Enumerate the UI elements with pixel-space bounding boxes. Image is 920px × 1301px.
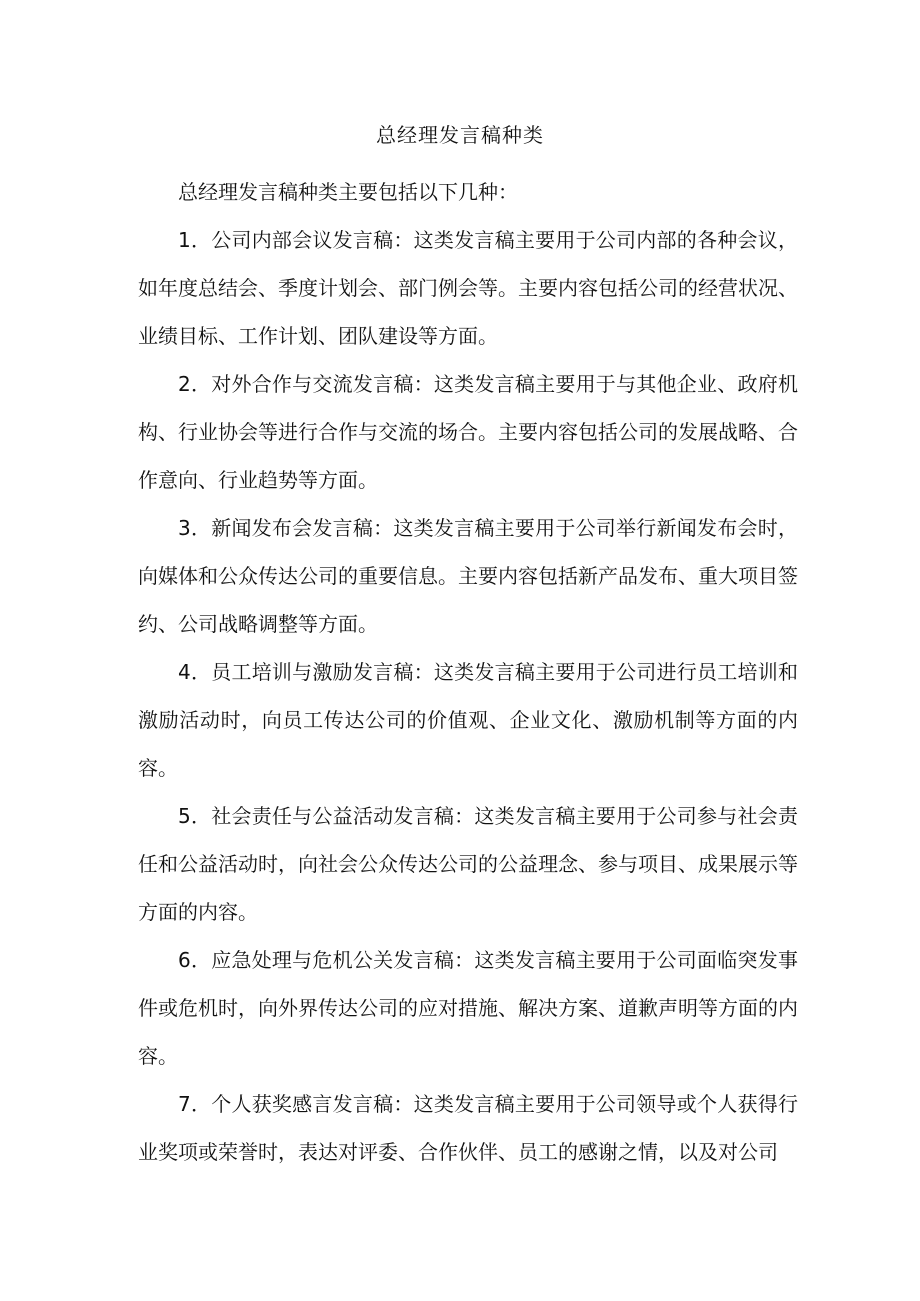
paragraph-7-award-speech: 7．个人获奖感言发言稿：这类发言稿主要用于公司领导或个人获得行业奖项或荣誉时，表达对评委、合作伙伴、员工的感谢之情，以及对公司: [138, 1092, 798, 1164]
paragraph-2-external-cooperation: 2．对外合作与交流发言稿：这类发言稿主要用于与其他企业、政府机构、行业协会等进行合作与交流的场合。主要内容包括公司的发展战略、合作意向、行业趋势等方面。: [138, 372, 798, 492]
paragraph-1-internal-meeting: 1．公司内部会议发言稿：这类发言稿主要用于公司内部的各种会议，如年度总结会、季度计划会、部门例会等。主要内容包括公司的经营状况、业绩目标、工作计划、团队建设等方面。: [138, 228, 798, 348]
intro-paragraph: 总经理发言稿种类主要包括以下几种：: [178, 180, 518, 204]
paragraph-6-crisis-pr: 6．应急处理与危机公关发言稿：这类发言稿主要用于公司面临突发事件或危机时，向外界传达公司的应对措施、解决方案、道歉声明等方面的内容。: [138, 948, 798, 1068]
document-body: [138, 168, 798, 1176]
paragraph-4-staff-training: 4．员工培训与激励发言稿：这类发言稿主要用于公司进行员工培训和激励活动时，向员工传达公司的价值观、企业文化、激励机制等方面的内容。: [138, 660, 798, 780]
paragraph-5-social-responsibility: 5．社会责任与公益活动发言稿：这类发言稿主要用于公司参与社会责任和公益活动时，向社会公众传达公司的公益理念、参与项目、成果展示等方面的内容。: [138, 804, 798, 924]
paragraph-3-press-conference: 3．新闻发布会发言稿：这类发言稿主要用于公司举行新闻发布会时，向媒体和公众传达公司的重要信息。主要内容包括新产品发布、重大项目签约、公司战略调整等方面。: [138, 516, 798, 636]
document-title: 总经理发言稿种类: [376, 123, 544, 147]
